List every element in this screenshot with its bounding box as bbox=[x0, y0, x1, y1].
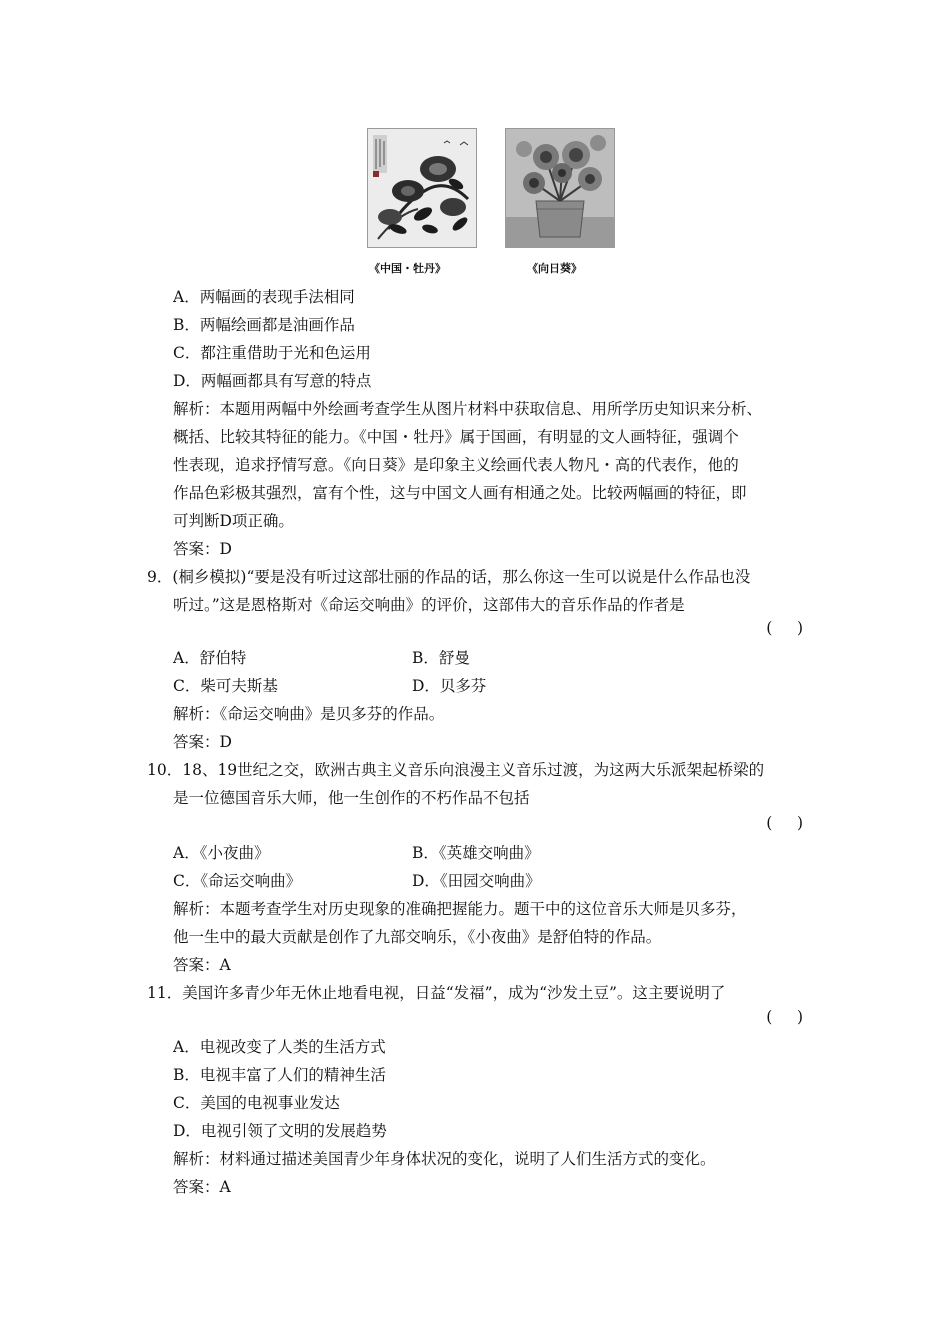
q9-stem-line-2: 听过。”这是恩格斯对《命运交响曲》的评价，这部伟大的音乐作品的作者是 bbox=[173, 596, 685, 614]
paintings-figure bbox=[367, 128, 613, 278]
q10-option-a: A．《小夜曲》 bbox=[173, 844, 270, 862]
q9-stem-line-1: 9．(桐乡模拟)“要是没有听过这部壮丽的作品的话，那么你这一生可以说是什么作品也没 bbox=[147, 568, 751, 586]
q9-option-a: A．舒伯特 bbox=[173, 649, 247, 667]
q10-option-c: C．《命运交响曲》 bbox=[173, 872, 302, 890]
q11-answer: 答案：A bbox=[173, 1178, 231, 1196]
q9-option-c: C．柴可夫斯基 bbox=[173, 677, 278, 695]
q9-answer-bracket: ( ) bbox=[766, 619, 803, 637]
q9-option-b: B．舒曼 bbox=[412, 649, 470, 667]
q10-analysis-line-2: 他一生中的最大贡献是创作了九部交响乐，《小夜曲》是舒伯特的作品。 bbox=[173, 928, 662, 946]
peony-caption: 《中国・牡丹》 bbox=[369, 262, 446, 275]
q8-option-a: A．两幅画的表现手法相同 bbox=[173, 288, 355, 306]
q8-option-c: C．都注重借助于光和色运用 bbox=[173, 344, 371, 362]
sunflower-painting-icon bbox=[505, 128, 615, 248]
q11-stem: 11．美国许多青少年无休止地看电视，日益“发福”，成为“沙发土豆”。这主要说明了 bbox=[147, 984, 726, 1002]
sunflower-caption: 《向日葵》 bbox=[527, 262, 582, 275]
q9-option-d: D．贝多芬 bbox=[412, 677, 487, 695]
q11-option-d: D．电视引领了文明的发展趋势 bbox=[173, 1122, 387, 1140]
q9-analysis: 解析：《命运交响曲》是贝多芬的作品。 bbox=[173, 705, 445, 723]
q10-stem-line-2: 是一位德国音乐大师，他一生创作的不朽作品不包括 bbox=[173, 789, 530, 807]
q11-analysis: 解析：材料通过描述美国青少年身体状况的变化，说明了人们生活方式的变化。 bbox=[173, 1150, 716, 1168]
q11-option-c: C．美国的电视事业发达 bbox=[173, 1094, 340, 1112]
q10-analysis-line-1: 解析：本题考查学生对历史现象的准确把握能力。题干中的这位音乐大师是贝多芬， bbox=[173, 900, 747, 918]
q10-stem-line-1: 10．18、19世纪之交，欧洲古典主义音乐向浪漫主义音乐过渡，为这两大乐派架起桥梁的 bbox=[147, 761, 765, 779]
q8-option-b: B．两幅绘画都是油画作品 bbox=[173, 316, 355, 334]
q11-answer-bracket: ( ) bbox=[766, 1008, 803, 1026]
q8-option-d: D．两幅画都具有写意的特点 bbox=[173, 372, 372, 390]
q10-answer-bracket: ( ) bbox=[766, 814, 803, 832]
q8-analysis-line-3: 性表现，追求抒情写意。《向日葵》是印象主义绘画代表人物凡・高的代表作，他的 bbox=[173, 456, 739, 474]
q10-answer: 答案：A bbox=[173, 956, 231, 974]
q8-analysis-line-5: 可判断D项正确。 bbox=[173, 512, 294, 530]
q8-analysis-line-2: 概括、比较其特征的能力。《中国・牡丹》属于国画，有明显的文人画特征，强调个 bbox=[173, 428, 739, 446]
q8-analysis-line-1: 解析：本题用两幅中外绘画考查学生从图片材料中获取信息、用所学历史知识来分析、 bbox=[173, 400, 763, 418]
q10-option-d: D．《田园交响曲》 bbox=[412, 872, 541, 890]
peony-painting-icon bbox=[367, 128, 477, 248]
q8-answer: 答案：D bbox=[173, 540, 232, 558]
q10-option-b: B．《英雄交响曲》 bbox=[412, 844, 540, 862]
q9-answer: 答案：D bbox=[173, 733, 232, 751]
q11-option-b: B．电视丰富了人们的精神生活 bbox=[173, 1066, 386, 1084]
q11-option-a: A．电视改变了人类的生活方式 bbox=[173, 1038, 386, 1056]
q8-analysis-line-4: 作品色彩极其强烈，富有个性，这与中国文人画有相通之处。比较两幅画的特征，即 bbox=[173, 484, 747, 502]
